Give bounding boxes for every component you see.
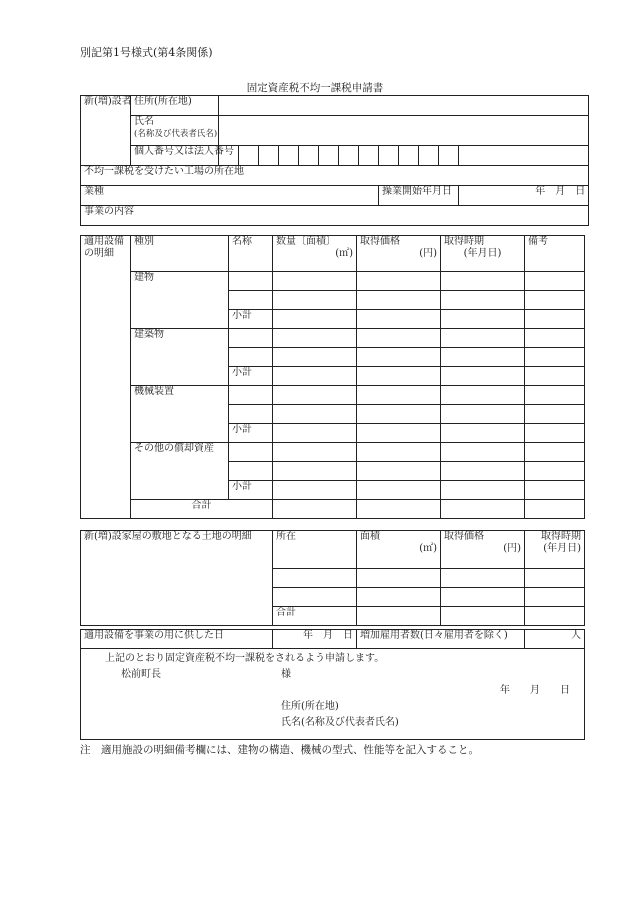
form-number: 別記第1号様式(第4条関係) (80, 46, 213, 59)
id-digit-box[interactable] (399, 146, 419, 166)
col-remarks: 備考 (525, 236, 585, 272)
cell[interactable] (441, 348, 525, 367)
id-digit-box[interactable] (339, 146, 359, 166)
cell[interactable] (441, 386, 525, 405)
land-col-location: 所在 (273, 531, 357, 569)
cell[interactable] (273, 329, 357, 348)
cell[interactable] (525, 272, 585, 291)
land-col-area: 面積 (㎡) (357, 531, 441, 569)
cell[interactable] (357, 329, 441, 348)
declaration-text: 上記のとおり固定資産税不均一課税をされるよう申請します。 (105, 653, 385, 664)
cell[interactable] (441, 291, 525, 310)
industry-label: 業種 (81, 186, 379, 206)
cell[interactable] (357, 569, 441, 588)
cell[interactable] (357, 310, 441, 329)
cell[interactable] (357, 272, 441, 291)
cell[interactable] (357, 500, 441, 519)
employees-field[interactable]: 人 (525, 630, 585, 649)
cell[interactable] (357, 424, 441, 443)
cell[interactable] (525, 329, 585, 348)
land-col-price: 取得価格 (円) (441, 531, 525, 569)
cell[interactable] (273, 462, 357, 481)
honorific: 様 (281, 669, 291, 680)
cell[interactable] (441, 569, 525, 588)
cell[interactable] (525, 607, 585, 626)
id-digit-box[interactable] (419, 146, 439, 166)
id-trailing-cell (459, 146, 589, 166)
id-digit-box[interactable] (239, 146, 259, 166)
subtotal-label: 小計 (229, 310, 273, 329)
cell[interactable] (525, 500, 585, 519)
category-other-assets: その他の償却資産 (131, 443, 229, 500)
id-digit-box[interactable] (259, 146, 279, 166)
id-digit-box[interactable] (439, 146, 459, 166)
usage-date-field[interactable]: 年 月 日 (273, 630, 357, 649)
equipment-table (80, 235, 585, 519)
name-sub-label: (名称及び代表者氏名) (134, 129, 218, 139)
col-price: 取得価格 (円) (357, 236, 441, 272)
cell[interactable] (273, 569, 357, 588)
cell[interactable] (357, 348, 441, 367)
subtotal-label: 小計 (229, 424, 273, 443)
employees-label: 増加雇用者数(日々雇用者を除く) (357, 630, 525, 649)
cell[interactable] (525, 462, 585, 481)
name-label-cell (131, 116, 219, 146)
subtotal-label: 小計 (229, 367, 273, 386)
cell[interactable] (441, 607, 525, 626)
footnote: 注 適用施設の明細備考欄には、建物の構造、機械の型式、性能等を記入すること。 (80, 744, 479, 756)
cell[interactable] (229, 386, 273, 405)
application-date[interactable]: 年 月 日 (500, 685, 570, 696)
cell[interactable] (441, 329, 525, 348)
cell[interactable] (441, 424, 525, 443)
land-col-date: 取得時期 (年月日) (525, 531, 585, 569)
cell[interactable] (229, 329, 273, 348)
cell[interactable] (357, 588, 441, 607)
cell[interactable] (441, 443, 525, 462)
col-type: 種別 (131, 236, 229, 272)
cell[interactable] (273, 291, 357, 310)
col-name: 名称 (229, 236, 273, 272)
category-structures: 建築物 (131, 329, 229, 386)
cell[interactable] (273, 310, 357, 329)
id-number-label: 個人番号又は法人番号 (131, 146, 219, 166)
addressee: 松前町長 (121, 669, 161, 680)
category-buildings: 建物 (131, 272, 229, 329)
cell[interactable] (229, 348, 273, 367)
cell[interactable] (273, 424, 357, 443)
cell[interactable] (273, 588, 357, 607)
application-form-table (80, 95, 589, 226)
declaration-box (81, 649, 585, 740)
cell[interactable] (273, 386, 357, 405)
cell[interactable] (441, 500, 525, 519)
cell[interactable] (525, 310, 585, 329)
applicant-address-label: 住所(所在地) (281, 701, 339, 712)
id-digit-box[interactable] (359, 146, 379, 166)
id-digit-box[interactable] (379, 146, 399, 166)
id-digit-box[interactable] (319, 146, 339, 166)
start-date-label: 操業開始年月日 (379, 186, 459, 206)
id-digit-box[interactable] (299, 146, 319, 166)
total-label: 合計 (131, 500, 273, 519)
cell[interactable] (357, 481, 441, 500)
cell[interactable] (441, 462, 525, 481)
cell[interactable] (273, 348, 357, 367)
cell[interactable] (525, 481, 585, 500)
cell[interactable] (525, 443, 585, 462)
cell[interactable] (357, 443, 441, 462)
cell[interactable] (229, 272, 273, 291)
cell[interactable] (441, 481, 525, 500)
factory-location-label: 不均一課税を受けたい工場の所在地 (81, 166, 589, 186)
cell[interactable] (273, 481, 357, 500)
cell[interactable] (357, 462, 441, 481)
cell[interactable] (525, 424, 585, 443)
land-table (80, 530, 585, 626)
cell[interactable] (525, 367, 585, 386)
cell[interactable] (525, 291, 585, 310)
business-content-label: 事業の内容 (81, 206, 589, 226)
cell[interactable] (273, 272, 357, 291)
col-quantity: 数量〔面積〕 (㎡) (273, 236, 357, 272)
usage-date-label: 適用設備を事業の用に供した日 (81, 630, 273, 649)
cell[interactable] (441, 310, 525, 329)
cell[interactable] (525, 588, 585, 607)
address-field[interactable] (219, 96, 589, 116)
name-field[interactable] (219, 116, 589, 146)
cell[interactable] (357, 386, 441, 405)
cell[interactable] (441, 272, 525, 291)
address-label: 住所(所在地) (131, 96, 219, 116)
cell[interactable] (357, 291, 441, 310)
cell[interactable] (441, 367, 525, 386)
cell[interactable] (229, 291, 273, 310)
cell[interactable] (357, 607, 441, 626)
cell[interactable] (357, 405, 441, 424)
cell[interactable] (525, 348, 585, 367)
cell[interactable] (273, 367, 357, 386)
category-machinery: 機械装置 (131, 386, 229, 443)
cell[interactable] (273, 405, 357, 424)
cell[interactable] (441, 405, 525, 424)
start-date-field[interactable]: 年 月 日 (459, 186, 589, 206)
cell[interactable] (229, 443, 273, 462)
subtotal-label: 小計 (229, 481, 273, 500)
name-label: 氏名 (134, 116, 154, 127)
cell[interactable] (273, 443, 357, 462)
cell[interactable] (525, 386, 585, 405)
cell[interactable] (229, 405, 273, 424)
form-title: 固定資産税不均一課税申請書 (246, 82, 384, 94)
cell[interactable] (525, 569, 585, 588)
id-digit-box[interactable] (279, 146, 299, 166)
col-date: 取得時期 (年月日) (441, 236, 525, 272)
land-section-label: 新(増)設家屋の敷地となる土地の明細 (81, 531, 273, 626)
applicant-label: 新(増)設者 (81, 96, 131, 166)
land-total-label: 合計 (273, 607, 357, 626)
usage-table (80, 629, 585, 740)
cell[interactable] (525, 405, 585, 424)
cell[interactable] (229, 462, 273, 481)
cell[interactable] (357, 367, 441, 386)
applicant-name-label: 氏名(名称及び代表者氏名) (281, 717, 399, 728)
cell[interactable] (273, 500, 357, 519)
cell[interactable] (441, 588, 525, 607)
equipment-section-label: 適用設備 の明細 (81, 236, 131, 519)
